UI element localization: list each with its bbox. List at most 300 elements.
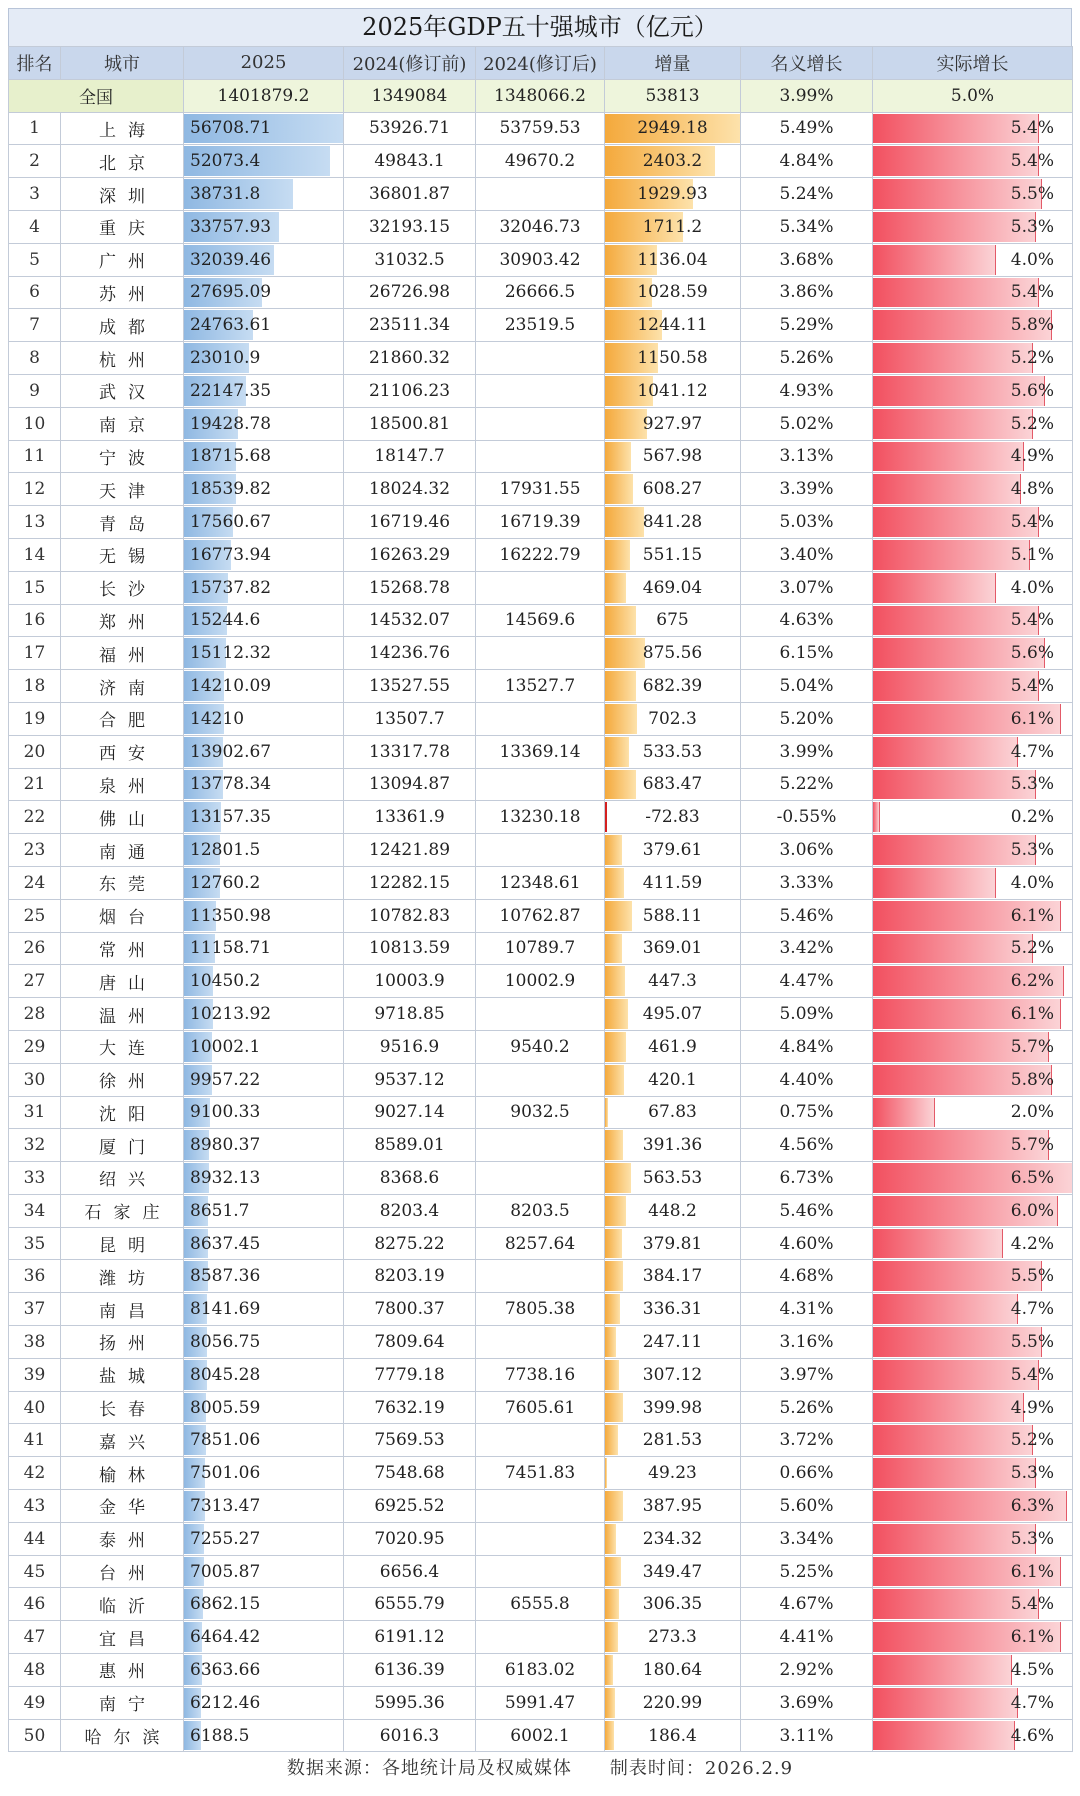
nominal-growth-cell: 5.22% xyxy=(741,768,873,801)
city-cell: 长沙 xyxy=(61,571,184,604)
table-row xyxy=(9,866,1073,899)
gdp-2024-pre-cell: 9516.9 xyxy=(344,1030,476,1063)
rank-cell: 40 xyxy=(9,1391,61,1424)
gdp-2025-cell xyxy=(184,932,344,965)
real-growth-cell-value: 5.4% xyxy=(1010,282,1054,303)
real-growth-cell-value: 6.1% xyxy=(1010,1004,1054,1024)
city-cell: 宁波 xyxy=(61,440,184,473)
increase-cell xyxy=(605,1490,741,1523)
city-cell: 武汉 xyxy=(61,374,184,407)
nominal-growth-cell: 4.67% xyxy=(741,1588,873,1621)
gdp-2025-cell xyxy=(184,866,344,899)
nominal-growth-cell: 5.34% xyxy=(741,210,873,243)
gdp-2024-pre-cell: 7809.64 xyxy=(344,1326,476,1359)
gdp-2025-cell xyxy=(184,735,344,768)
nominal-growth-cell: 5.46% xyxy=(741,1194,873,1227)
gdp-2024-pre-cell: 8589.01 xyxy=(344,1129,476,1162)
real-growth-cell xyxy=(873,670,1073,703)
nominal-growth-cell: 4.56% xyxy=(741,1129,873,1162)
increase-cell xyxy=(605,801,741,834)
increase-cell xyxy=(605,1293,741,1326)
nominal-growth-cell: 5.24% xyxy=(741,178,873,211)
gdp-2025-cell xyxy=(184,1490,344,1523)
nominal-growth-cell: 5.04% xyxy=(741,670,873,703)
real-growth-cell xyxy=(873,768,1073,801)
national-nominal-growth: 3.99% xyxy=(741,79,873,112)
gdp-2025-cell-value: 38731.8 xyxy=(190,184,261,205)
city-cell: 东莞 xyxy=(61,866,184,899)
real-growth-cell xyxy=(873,702,1073,735)
nominal-growth-cell: 3.06% xyxy=(741,834,873,867)
nominal-growth-cell: 4.40% xyxy=(741,1063,873,1096)
rank-cell: 46 xyxy=(9,1588,61,1621)
table-row xyxy=(9,506,1073,539)
rank-cell: 9 xyxy=(9,374,61,407)
real-growth-cell xyxy=(873,1063,1073,1096)
city-cell: 无锡 xyxy=(61,538,184,571)
nominal-growth-cell: 3.34% xyxy=(741,1522,873,1555)
gdp-2024-pre-cell: 12421.89 xyxy=(344,834,476,867)
real-growth-cell xyxy=(873,834,1073,867)
gdp-2024-post-cell xyxy=(476,407,605,440)
real-growth-cell xyxy=(873,1686,1073,1719)
rank-cell: 16 xyxy=(9,604,61,637)
gdp-2024-post-cell xyxy=(476,1260,605,1293)
gdp-2024-post-cell: 13369.14 xyxy=(476,735,605,768)
rank-cell: 19 xyxy=(9,702,61,735)
real-growth-cell-value: 0.2% xyxy=(1010,807,1054,828)
gdp-2025-cell-value: 6862.15 xyxy=(190,1594,261,1615)
table-row xyxy=(9,374,1073,407)
real-growth-cell xyxy=(873,965,1073,998)
increase-cell-value: 469.04 xyxy=(642,577,703,598)
increase-cell xyxy=(605,571,741,604)
gdp-2024-post-cell: 49670.2 xyxy=(476,145,605,178)
gdp-2024-post-cell: 10789.7 xyxy=(476,932,605,965)
gdp-2025-cell xyxy=(184,1719,344,1752)
table-row xyxy=(9,637,1073,670)
increase-cell xyxy=(605,932,741,965)
city-cell: 台州 xyxy=(61,1555,184,1588)
gdp-2025-cell-value: 18539.82 xyxy=(190,479,272,500)
city-cell: 哈尔滨 xyxy=(61,1719,184,1752)
gdp-2024-post-cell: 7738.16 xyxy=(476,1358,605,1391)
nominal-growth-cell: 4.41% xyxy=(741,1621,873,1654)
gdp-2024-post-cell: 9032.5 xyxy=(476,1096,605,1129)
nominal-growth-cell: 4.84% xyxy=(741,145,873,178)
table-row xyxy=(9,1490,1073,1523)
increase-cell-value: 927.97 xyxy=(642,413,703,434)
gdp-2025-cell xyxy=(184,1030,344,1063)
real-growth-cell xyxy=(873,1522,1073,1555)
city-cell: 昆明 xyxy=(61,1227,184,1260)
table-row xyxy=(9,1457,1073,1490)
rank-cell: 10 xyxy=(9,407,61,440)
gdp-2024-post-cell: 9540.2 xyxy=(476,1030,605,1063)
rank-cell: 15 xyxy=(9,571,61,604)
city-cell: 杭州 xyxy=(61,342,184,375)
city-cell: 南京 xyxy=(61,407,184,440)
real-growth-cell-value: 2.0% xyxy=(1010,1102,1054,1123)
city-cell: 泉州 xyxy=(61,768,184,801)
table-row xyxy=(9,932,1073,965)
gdp-2025-cell xyxy=(184,1457,344,1490)
real-growth-cell-value: 6.2% xyxy=(1010,971,1054,992)
nominal-growth-cell: 4.68% xyxy=(741,1260,873,1293)
increase-cell-value: 1028.59 xyxy=(637,282,708,303)
rank-cell: 11 xyxy=(9,440,61,473)
increase-cell xyxy=(605,1654,741,1687)
real-growth-cell-value: 5.4% xyxy=(1010,610,1054,631)
gdp-2025-cell-value: 8056.75 xyxy=(190,1331,261,1352)
table-row xyxy=(9,1194,1073,1227)
gdp-2025-cell-value: 9957.22 xyxy=(190,1069,261,1090)
gdp-2024-pre-cell: 49843.1 xyxy=(344,145,476,178)
gdp-2025-cell-value: 8045.28 xyxy=(190,1364,261,1385)
gdp-2025-cell-value: 22147.35 xyxy=(190,380,272,401)
real-growth-cell-value: 5.2% xyxy=(1010,348,1054,369)
gdp-2024-post-cell: 5991.47 xyxy=(476,1686,605,1719)
real-growth-cell xyxy=(873,210,1073,243)
gdp-2025-cell xyxy=(184,1227,344,1260)
city-cell: 温州 xyxy=(61,998,184,1031)
increase-cell-value: 281.53 xyxy=(642,1430,703,1451)
real-growth-cell-value: 5.3% xyxy=(1010,1463,1054,1484)
gdp-2024-pre-cell: 8203.19 xyxy=(344,1260,476,1293)
increase-cell-value: 67.83 xyxy=(648,1102,697,1123)
header-rank: 排名 xyxy=(9,47,61,80)
increase-cell xyxy=(605,735,741,768)
real-growth-cell-value: 5.4% xyxy=(1010,676,1054,697)
city-cell: 合肥 xyxy=(61,702,184,735)
real-growth-cell-value: 6.5% xyxy=(1010,1167,1054,1188)
increase-cell-value: 349.47 xyxy=(642,1561,703,1582)
real-growth-cell xyxy=(873,112,1073,145)
gdp-2025-cell-value: 12801.5 xyxy=(190,840,261,861)
rank-cell: 13 xyxy=(9,506,61,539)
increase-cell xyxy=(605,899,741,932)
table-row xyxy=(9,1063,1073,1096)
increase-cell xyxy=(605,440,741,473)
table-row xyxy=(9,1654,1073,1687)
real-growth-cell xyxy=(873,178,1073,211)
table-row xyxy=(9,1326,1073,1359)
rank-cell: 5 xyxy=(9,243,61,276)
city-cell: 常州 xyxy=(61,932,184,965)
gdp-2024-post-cell xyxy=(476,768,605,801)
nominal-growth-cell: 3.39% xyxy=(741,473,873,506)
rank-cell: 12 xyxy=(9,473,61,506)
rank-cell: 45 xyxy=(9,1555,61,1588)
gdp-2024-pre-cell: 31032.5 xyxy=(344,243,476,276)
table-row xyxy=(9,342,1073,375)
gdp-2025-cell-value: 19428.78 xyxy=(190,413,272,434)
gdp-2025-cell xyxy=(184,801,344,834)
real-growth-cell xyxy=(873,1227,1073,1260)
increase-cell xyxy=(605,1227,741,1260)
gdp-2024-pre-cell: 9537.12 xyxy=(344,1063,476,1096)
nominal-growth-cell: 6.15% xyxy=(741,637,873,670)
table-row xyxy=(9,702,1073,735)
rank-cell: 18 xyxy=(9,670,61,703)
gdp-2025-cell-value: 8637.45 xyxy=(190,1233,261,1254)
city-cell: 厦门 xyxy=(61,1129,184,1162)
table-row xyxy=(9,210,1073,243)
real-growth-cell xyxy=(873,1030,1073,1063)
gdp-2025-cell-value: 7255.27 xyxy=(190,1528,261,1549)
real-growth-cell-value: 6.0% xyxy=(1010,1200,1054,1221)
nominal-growth-cell: 3.33% xyxy=(741,866,873,899)
city-cell: 佛山 xyxy=(61,801,184,834)
real-growth-cell-value: 4.7% xyxy=(1010,1299,1054,1320)
gdp-2024-pre-cell: 8203.4 xyxy=(344,1194,476,1227)
increase-cell-value: 384.17 xyxy=(642,1266,703,1287)
increase-cell xyxy=(605,1129,741,1162)
gdp-2025-cell xyxy=(184,834,344,867)
real-growth-cell-value: 5.6% xyxy=(1010,643,1054,664)
increase-cell-value: 567.98 xyxy=(642,446,703,467)
real-growth-cell xyxy=(873,998,1073,1031)
gdp-2024-post-cell: 7451.83 xyxy=(476,1457,605,1490)
nominal-growth-cell: -0.55% xyxy=(741,801,873,834)
increase-cell xyxy=(605,112,741,145)
gdp-2024-post-cell: 10002.9 xyxy=(476,965,605,998)
increase-cell xyxy=(605,670,741,703)
gdp-2025-cell xyxy=(184,1063,344,1096)
gdp-2025-cell xyxy=(184,1096,344,1129)
nominal-growth-cell: 3.16% xyxy=(741,1326,873,1359)
gdp-2024-pre-cell: 21106.23 xyxy=(344,374,476,407)
table-row xyxy=(9,998,1073,1031)
increase-cell xyxy=(605,1063,741,1096)
increase-cell-value: 273.3 xyxy=(648,1627,697,1648)
header-2024-post: 2024(修订后) xyxy=(476,47,605,80)
real-growth-cell xyxy=(873,145,1073,178)
increase-cell xyxy=(605,1162,741,1195)
gdp-2025-cell xyxy=(184,178,344,211)
table-row xyxy=(9,1260,1073,1293)
table-row xyxy=(9,571,1073,604)
gdp-2024-post-cell: 13230.18 xyxy=(476,801,605,834)
rank-cell: 36 xyxy=(9,1260,61,1293)
gdp-2024-post-cell xyxy=(476,342,605,375)
city-cell: 济南 xyxy=(61,670,184,703)
national-real-growth: 5.0% xyxy=(873,79,1073,112)
increase-cell-value: 234.32 xyxy=(642,1528,703,1549)
increase-cell-value: 683.47 xyxy=(642,774,703,795)
nominal-growth-cell: 3.97% xyxy=(741,1358,873,1391)
increase-cell-value: 2403.2 xyxy=(642,151,703,172)
rank-cell: 20 xyxy=(9,735,61,768)
gdp-2024-post-cell: 30903.42 xyxy=(476,243,605,276)
table-row xyxy=(9,965,1073,998)
rank-cell: 32 xyxy=(9,1129,61,1162)
gdp-2024-post-cell: 12348.61 xyxy=(476,866,605,899)
real-growth-cell xyxy=(873,538,1073,571)
rank-cell: 27 xyxy=(9,965,61,998)
city-cell: 南昌 xyxy=(61,1293,184,1326)
increase-cell xyxy=(605,1096,741,1129)
table-row xyxy=(9,1686,1073,1719)
nominal-growth-cell: 3.13% xyxy=(741,440,873,473)
real-growth-cell xyxy=(873,1260,1073,1293)
increase-cell-value: 387.95 xyxy=(642,1495,703,1516)
real-growth-cell xyxy=(873,1719,1073,1752)
gdp-2025-cell-value: 10213.92 xyxy=(190,1004,272,1024)
gdp-2025-cell xyxy=(184,1194,344,1227)
gdp-2025-cell-value: 8141.69 xyxy=(190,1299,261,1320)
real-growth-cell xyxy=(873,473,1073,506)
rank-cell: 8 xyxy=(9,342,61,375)
gdp-2025-cell xyxy=(184,702,344,735)
increase-cell-value: 186.4 xyxy=(648,1725,697,1746)
real-growth-cell xyxy=(873,1129,1073,1162)
gdp-2025-cell xyxy=(184,342,344,375)
gdp-2024-pre-cell: 16719.46 xyxy=(344,506,476,539)
table-row xyxy=(9,1719,1073,1752)
real-growth-cell xyxy=(873,866,1073,899)
gdp-2024-pre-cell: 7800.37 xyxy=(344,1293,476,1326)
nominal-growth-cell: 5.02% xyxy=(741,407,873,440)
real-growth-cell-value: 6.1% xyxy=(1010,708,1054,729)
gdp-2024-post-cell: 32046.73 xyxy=(476,210,605,243)
gdp-2024-post-cell: 16222.79 xyxy=(476,538,605,571)
nominal-growth-cell: 3.68% xyxy=(741,243,873,276)
city-cell: 扬州 xyxy=(61,1326,184,1359)
gdp-2024-post-cell: 8203.5 xyxy=(476,1194,605,1227)
gdp-2025-cell xyxy=(184,637,344,670)
real-growth-cell-value: 4.8% xyxy=(1010,479,1054,500)
real-growth-cell-value: 6.1% xyxy=(1010,1627,1054,1648)
gdp-2025-cell-value: 7005.87 xyxy=(190,1561,261,1582)
gdp-2025-cell-value: 8651.7 xyxy=(190,1200,250,1221)
gdp-2025-cell-value: 7501.06 xyxy=(190,1463,261,1484)
gdp-2025-cell-value: 52073.4 xyxy=(190,151,261,172)
gdp-2024-pre-cell: 6191.12 xyxy=(344,1621,476,1654)
gdp-2025-cell-value: 13157.35 xyxy=(190,807,272,828)
gdp-2025-cell xyxy=(184,538,344,571)
gdp-2025-cell-value: 8587.36 xyxy=(190,1266,261,1287)
table-row xyxy=(9,1522,1073,1555)
gdp-2025-cell-value: 14210.09 xyxy=(190,676,272,697)
gdp-2024-pre-cell: 26726.98 xyxy=(344,276,476,309)
city-cell: 绍兴 xyxy=(61,1162,184,1195)
gdp-2024-pre-cell: 21860.32 xyxy=(344,342,476,375)
real-growth-cell xyxy=(873,276,1073,309)
gdp-2024-pre-cell: 5995.36 xyxy=(344,1686,476,1719)
gdp-2024-pre-cell: 16263.29 xyxy=(344,538,476,571)
gdp-2024-pre-cell: 6016.3 xyxy=(344,1719,476,1752)
increase-cell-value: 306.35 xyxy=(642,1594,703,1615)
rank-cell: 48 xyxy=(9,1654,61,1687)
gdp-table xyxy=(8,46,1073,1752)
city-cell: 临沂 xyxy=(61,1588,184,1621)
increase-cell-value: 1929.93 xyxy=(637,184,708,205)
gdp-2025-cell xyxy=(184,1621,344,1654)
real-growth-cell-value: 4.0% xyxy=(1010,249,1054,270)
table-row xyxy=(9,1358,1073,1391)
real-growth-cell-value: 5.2% xyxy=(1010,1430,1054,1451)
rank-cell: 39 xyxy=(9,1358,61,1391)
rank-cell: 31 xyxy=(9,1096,61,1129)
city-cell: 苏州 xyxy=(61,276,184,309)
city-cell: 西安 xyxy=(61,735,184,768)
nominal-growth-cell: 5.60% xyxy=(741,1490,873,1523)
gdp-2024-pre-cell: 18147.7 xyxy=(344,440,476,473)
gdp-2024-post-cell: 10762.87 xyxy=(476,899,605,932)
table-row xyxy=(9,1621,1073,1654)
real-growth-cell xyxy=(873,309,1073,342)
gdp-2024-pre-cell: 14236.76 xyxy=(344,637,476,670)
real-growth-cell xyxy=(873,1326,1073,1359)
nominal-growth-cell: 4.31% xyxy=(741,1293,873,1326)
increase-cell xyxy=(605,342,741,375)
table-row xyxy=(9,1162,1073,1195)
gdp-2024-pre-cell: 13317.78 xyxy=(344,735,476,768)
gdp-2025-cell xyxy=(184,276,344,309)
city-cell: 成都 xyxy=(61,309,184,342)
increase-cell-value: 2949.18 xyxy=(637,118,708,139)
real-growth-cell xyxy=(873,1588,1073,1621)
increase-cell xyxy=(605,374,741,407)
national-2024-post: 1348066.2 xyxy=(476,79,605,112)
rank-cell: 17 xyxy=(9,637,61,670)
gdp-2025-cell-value: 7851.06 xyxy=(190,1430,261,1451)
increase-cell-value: 1244.11 xyxy=(637,315,708,336)
increase-cell xyxy=(605,1326,741,1359)
increase-cell-value: 563.53 xyxy=(642,1167,703,1188)
nominal-growth-cell: 3.11% xyxy=(741,1719,873,1752)
nominal-growth-cell: 5.20% xyxy=(741,702,873,735)
gdp-2025-cell-value: 6212.46 xyxy=(190,1692,261,1713)
real-growth-cell xyxy=(873,1555,1073,1588)
gdp-2025-cell-value: 8932.13 xyxy=(190,1167,261,1188)
city-cell: 盐城 xyxy=(61,1358,184,1391)
gdp-2025-cell xyxy=(184,473,344,506)
gdp-2024-pre-cell: 13507.7 xyxy=(344,702,476,735)
real-growth-cell-value: 4.0% xyxy=(1010,872,1054,893)
gdp-2024-post-cell: 13527.7 xyxy=(476,670,605,703)
increase-cell-value: 533.53 xyxy=(642,741,703,762)
city-cell: 徐州 xyxy=(61,1063,184,1096)
increase-cell xyxy=(605,637,741,670)
gdp-2024-pre-cell: 32193.15 xyxy=(344,210,476,243)
increase-cell xyxy=(605,309,741,342)
gdp-2025-cell xyxy=(184,1555,344,1588)
rank-cell: 4 xyxy=(9,210,61,243)
nominal-growth-cell: 5.03% xyxy=(741,506,873,539)
increase-cell-value: 875.56 xyxy=(642,643,703,664)
gdp-2024-post-cell xyxy=(476,1129,605,1162)
gdp-2024-post-cell xyxy=(476,998,605,1031)
gdp-2025-cell xyxy=(184,1424,344,1457)
city-cell: 长春 xyxy=(61,1391,184,1424)
gdp-2025-cell-value: 7313.47 xyxy=(190,1495,261,1516)
rank-cell: 34 xyxy=(9,1194,61,1227)
rank-cell: 22 xyxy=(9,801,61,834)
real-growth-cell-value: 5.4% xyxy=(1010,1364,1054,1385)
nominal-growth-cell: 6.73% xyxy=(741,1162,873,1195)
real-growth-cell-value: 5.2% xyxy=(1010,938,1054,959)
gdp-2024-pre-cell: 23511.34 xyxy=(344,309,476,342)
city-cell: 上海 xyxy=(61,112,184,145)
table-row xyxy=(9,243,1073,276)
rank-cell: 35 xyxy=(9,1227,61,1260)
gdp-2025-cell xyxy=(184,768,344,801)
gdp-2025-cell-value: 6188.5 xyxy=(190,1725,250,1746)
gdp-2024-post-cell xyxy=(476,1522,605,1555)
rank-cell: 3 xyxy=(9,178,61,211)
